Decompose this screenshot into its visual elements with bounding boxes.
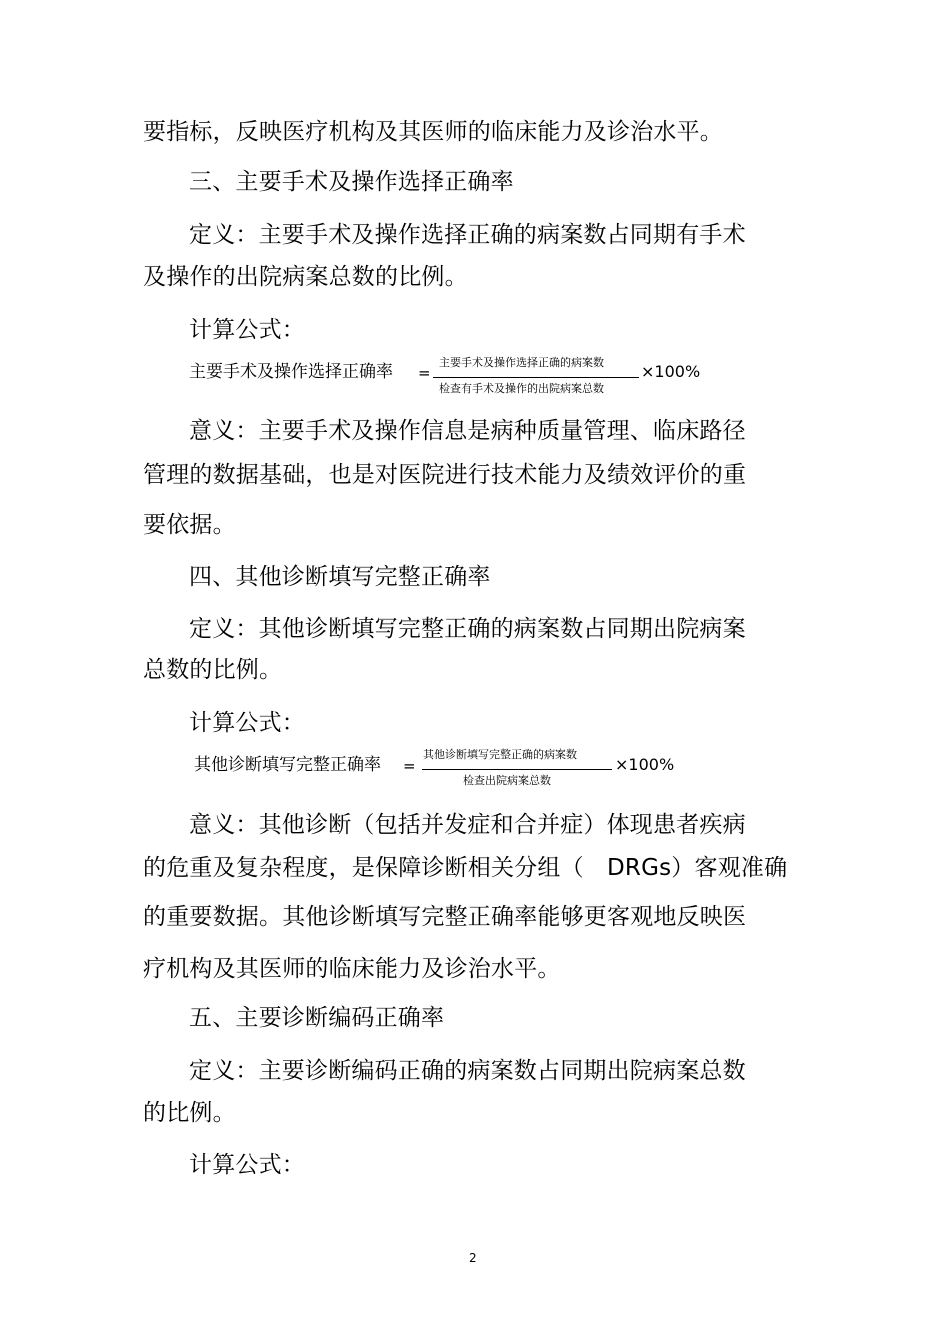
significance-line: 要依据。 [143,512,236,538]
fraction-bar [422,769,612,770]
formula-numerator: 主要手术及操作选择正确的病案数 [439,356,604,369]
significance-line: 管理的数据基础，也是对医院进行技术能力及绩效评价的重 [143,462,747,488]
significance-line: 意义：其他诊断（包括并发症和合并症）体现患者疾病 [189,812,746,838]
formula-caption: 计算公式： [189,1152,305,1178]
formula-equals: = [418,364,431,382]
definition-line: 定义：主要手术及操作选择正确的病案数占同期有手术 [189,222,746,248]
definition-line: 及操作的出院病案总数的比例。 [143,264,468,290]
definition-line: 的比例。 [143,1100,236,1126]
formula-denominator: 检查有手术及操作的出院病案总数 [439,382,604,395]
paragraph-line: 要指标，反映医疗机构及其医师的临床能力及诊治水平。 [143,119,723,145]
definition-line: 总数的比例。 [143,657,283,683]
formula-equals: = [403,757,416,775]
formula-label: 主要手术及操作选择正确率 [189,362,393,382]
significance-line: 意义：主要手术及操作信息是病种质量管理、临床路径 [189,418,746,444]
section-heading-3: 三、主要手术及操作选择正确率 [189,169,514,195]
page-number: 2 [469,1251,477,1265]
formula-denominator: 检查出院病案总数 [463,774,551,787]
definition-line: 定义：主要诊断编码正确的病案数占同期出院病案总数 [189,1058,746,1084]
formula-4 [0,745,950,789]
formula-multiplier: ×100% [641,362,701,381]
formula-caption: 计算公式： [189,317,305,343]
significance-line: 的重要数据。其他诊断填写完整正确率能够更客观地反映医 [143,904,747,930]
definition-line: 定义：其他诊断填写完整正确的病案数占同期出院病案 [189,616,746,642]
formula-multiplier: ×100% [615,755,675,774]
fraction-bar [433,377,639,378]
formula-caption: 计算公式： [189,710,305,736]
formula-label: 其他诊断填写完整正确率 [194,755,381,775]
section-heading-5: 五、主要诊断编码正确率 [189,1005,445,1031]
formula-numerator: 其他诊断填写完整正确的病案数 [423,748,577,761]
significance-line: 的危重及复杂程度，是保障诊断相关分组（ DRGs）客观准确 [143,855,788,881]
formula-3 [0,352,950,396]
significance-line: 疗机构及其医师的临床能力及诊治水平。 [143,956,561,982]
section-heading-4: 四、其他诊断填写完整正确率 [189,564,491,590]
